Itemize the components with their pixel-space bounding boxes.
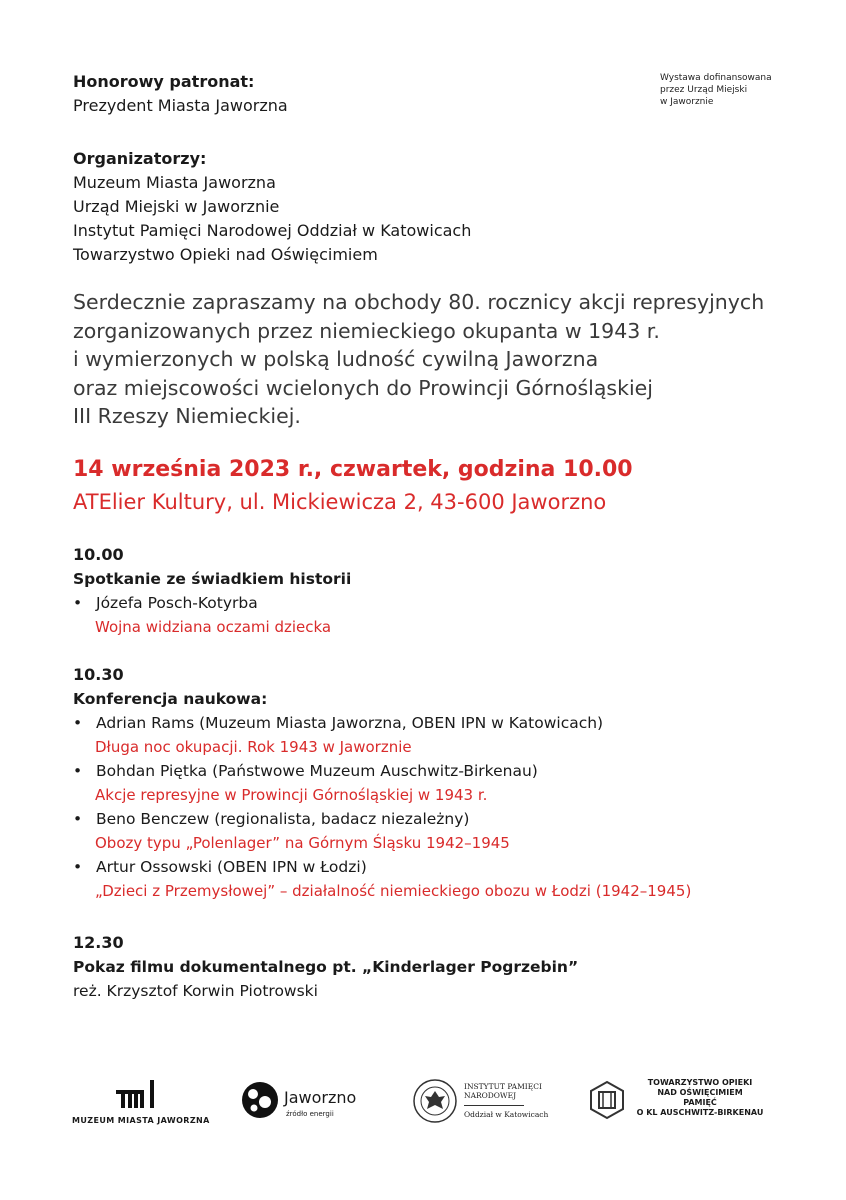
talk-topic: „Dzieci z Przemysłowej” – działalność niemieckiego obozu w Łodzi (1942–1945) [95, 882, 692, 900]
ipn-seal-icon [412, 1078, 458, 1124]
patronage-heading: Honorowy patronat: [73, 72, 255, 91]
museum-logo [72, 1078, 212, 1128]
event-venue: ATElier Kultury, ul. Mickiewicza 2, 43-600 Jaworzno [73, 490, 607, 514]
talk-topic: Długa noc okupacji. Rok 1943 w Jaworznie [95, 738, 412, 756]
society-line: TOWARZYSTWO OPIEKI [647, 1078, 753, 1087]
speaker-name: Adrian Rams (Muzeum Miasta Jaworzna, OBEN IPN w Katowicach) [96, 714, 604, 732]
organizer-item: Instytut Pamięci Narodowej Oddział w Katowicach [73, 221, 472, 240]
speaker-item [73, 855, 691, 879]
ipn-logo [412, 1078, 572, 1128]
ipn-branch: Oddział w Katowicach [464, 1110, 549, 1119]
session-title: Konferencja naukowa: [73, 690, 268, 708]
session-title: Spotkanie ze świadkiem historii [73, 570, 352, 588]
speaker-item [73, 759, 691, 783]
bullet-icon: • [73, 762, 83, 780]
patronage-name: Prezydent Miasta Jaworzna [73, 96, 288, 115]
invitation-line: III Rzeszy Niemieckiej. [73, 404, 301, 428]
museum-logo-caption: MUZEUM MIASTA JAWORZNA [72, 1116, 210, 1125]
organizer-item: Towarzystwo Opieki nad Oświęcimiem [73, 245, 378, 264]
speaker-item [73, 591, 351, 615]
speaker-name: Artur Ossowski (OBEN IPN w Łodzi) [96, 858, 367, 876]
organizer-item: Muzeum Miasta Jaworzna [73, 173, 276, 192]
program-session [73, 543, 351, 639]
organizers-heading: Organizatorzy: [73, 149, 207, 168]
funding-note [660, 72, 772, 108]
funding-line: Wystawa dofinansowana [660, 73, 772, 83]
invitation-text [73, 288, 764, 431]
bullet-icon: • [73, 810, 83, 828]
speaker-item [73, 711, 691, 735]
society-line: O KL AUSCHWITZ-BIRKENAU [636, 1108, 764, 1117]
talk-topic: Obozy typu „Polenlager” na Górnym Śląsku 1942–1945 [95, 834, 510, 852]
city-logo-tagline: źródło energii [286, 1110, 334, 1118]
speaker-name: Józefa Posch-Kotyrba [96, 594, 258, 612]
society-logo [585, 1078, 785, 1128]
program-session [73, 931, 578, 1003]
ipn-line: NARODOWEJ [464, 1091, 517, 1100]
ipn-line: INSTYTUT PAMIĘCI [464, 1082, 542, 1091]
bullet-icon: • [73, 858, 83, 876]
speaker-item [73, 807, 691, 831]
talk-topic: Akcje represyjne w Prowincji Górnośląskiej w 1943 r. [95, 786, 488, 804]
funding-line: przez Urząd Miejski [660, 85, 748, 95]
society-line: NAD OŚWIĘCIMIEM [657, 1088, 743, 1097]
funding-line: w Jaworznie [660, 97, 714, 107]
city-logo [240, 1080, 380, 1124]
organizer-item: Urząd Miejski w Jaworznie [73, 197, 280, 216]
city-logo-name: Jaworzno [284, 1088, 357, 1107]
society-logo-text [625, 1078, 775, 1118]
bullet-icon: • [73, 714, 83, 732]
museum-mark-icon [114, 1078, 162, 1110]
invitation-line: zorganizowanych przez niemieckiego okupanta w 1943 r. [73, 318, 660, 343]
society-mark-icon [587, 1080, 627, 1120]
film-credit: reż. Krzysztof Korwin Piotrowski [73, 982, 318, 1000]
ipn-logo-text [464, 1082, 542, 1100]
invitation-line: i wymierzonych w polską ludność cywilną Jaworzna [73, 347, 599, 371]
speaker-name: Bohdan Piętka (Państwowe Muzeum Auschwitz-Birkenau) [96, 762, 538, 780]
invitation-line: oraz miejscowości wcielonych do Prowincji Górnośląskiej [73, 375, 653, 400]
society-line: PAMIĘĆ [683, 1098, 717, 1107]
patronage-block [73, 70, 288, 118]
session-title: Pokaz filmu dokumentalnego pt. „Kinderlager Pogrzebin” [73, 958, 579, 976]
event-date: 14 września 2023 r., czwartek, godzina 10.00 [73, 457, 633, 482]
speaker-name: Beno Benczew (regionalista, badacz niezależny) [96, 810, 470, 828]
session-time: 10.30 [73, 665, 124, 684]
session-time: 12.30 [73, 933, 124, 952]
bullet-icon: • [73, 594, 83, 612]
city-mark-icon [240, 1080, 280, 1120]
session-time: 10.00 [73, 545, 124, 564]
program-session [73, 663, 691, 903]
talk-topic: Wojna widziana oczami dziecka [95, 618, 332, 636]
ipn-divider [464, 1105, 524, 1106]
invitation-line: Serdecznie zapraszamy na obchody 80. rocznicy akcji represyjnych [73, 290, 765, 314]
organizers-block [73, 147, 471, 267]
